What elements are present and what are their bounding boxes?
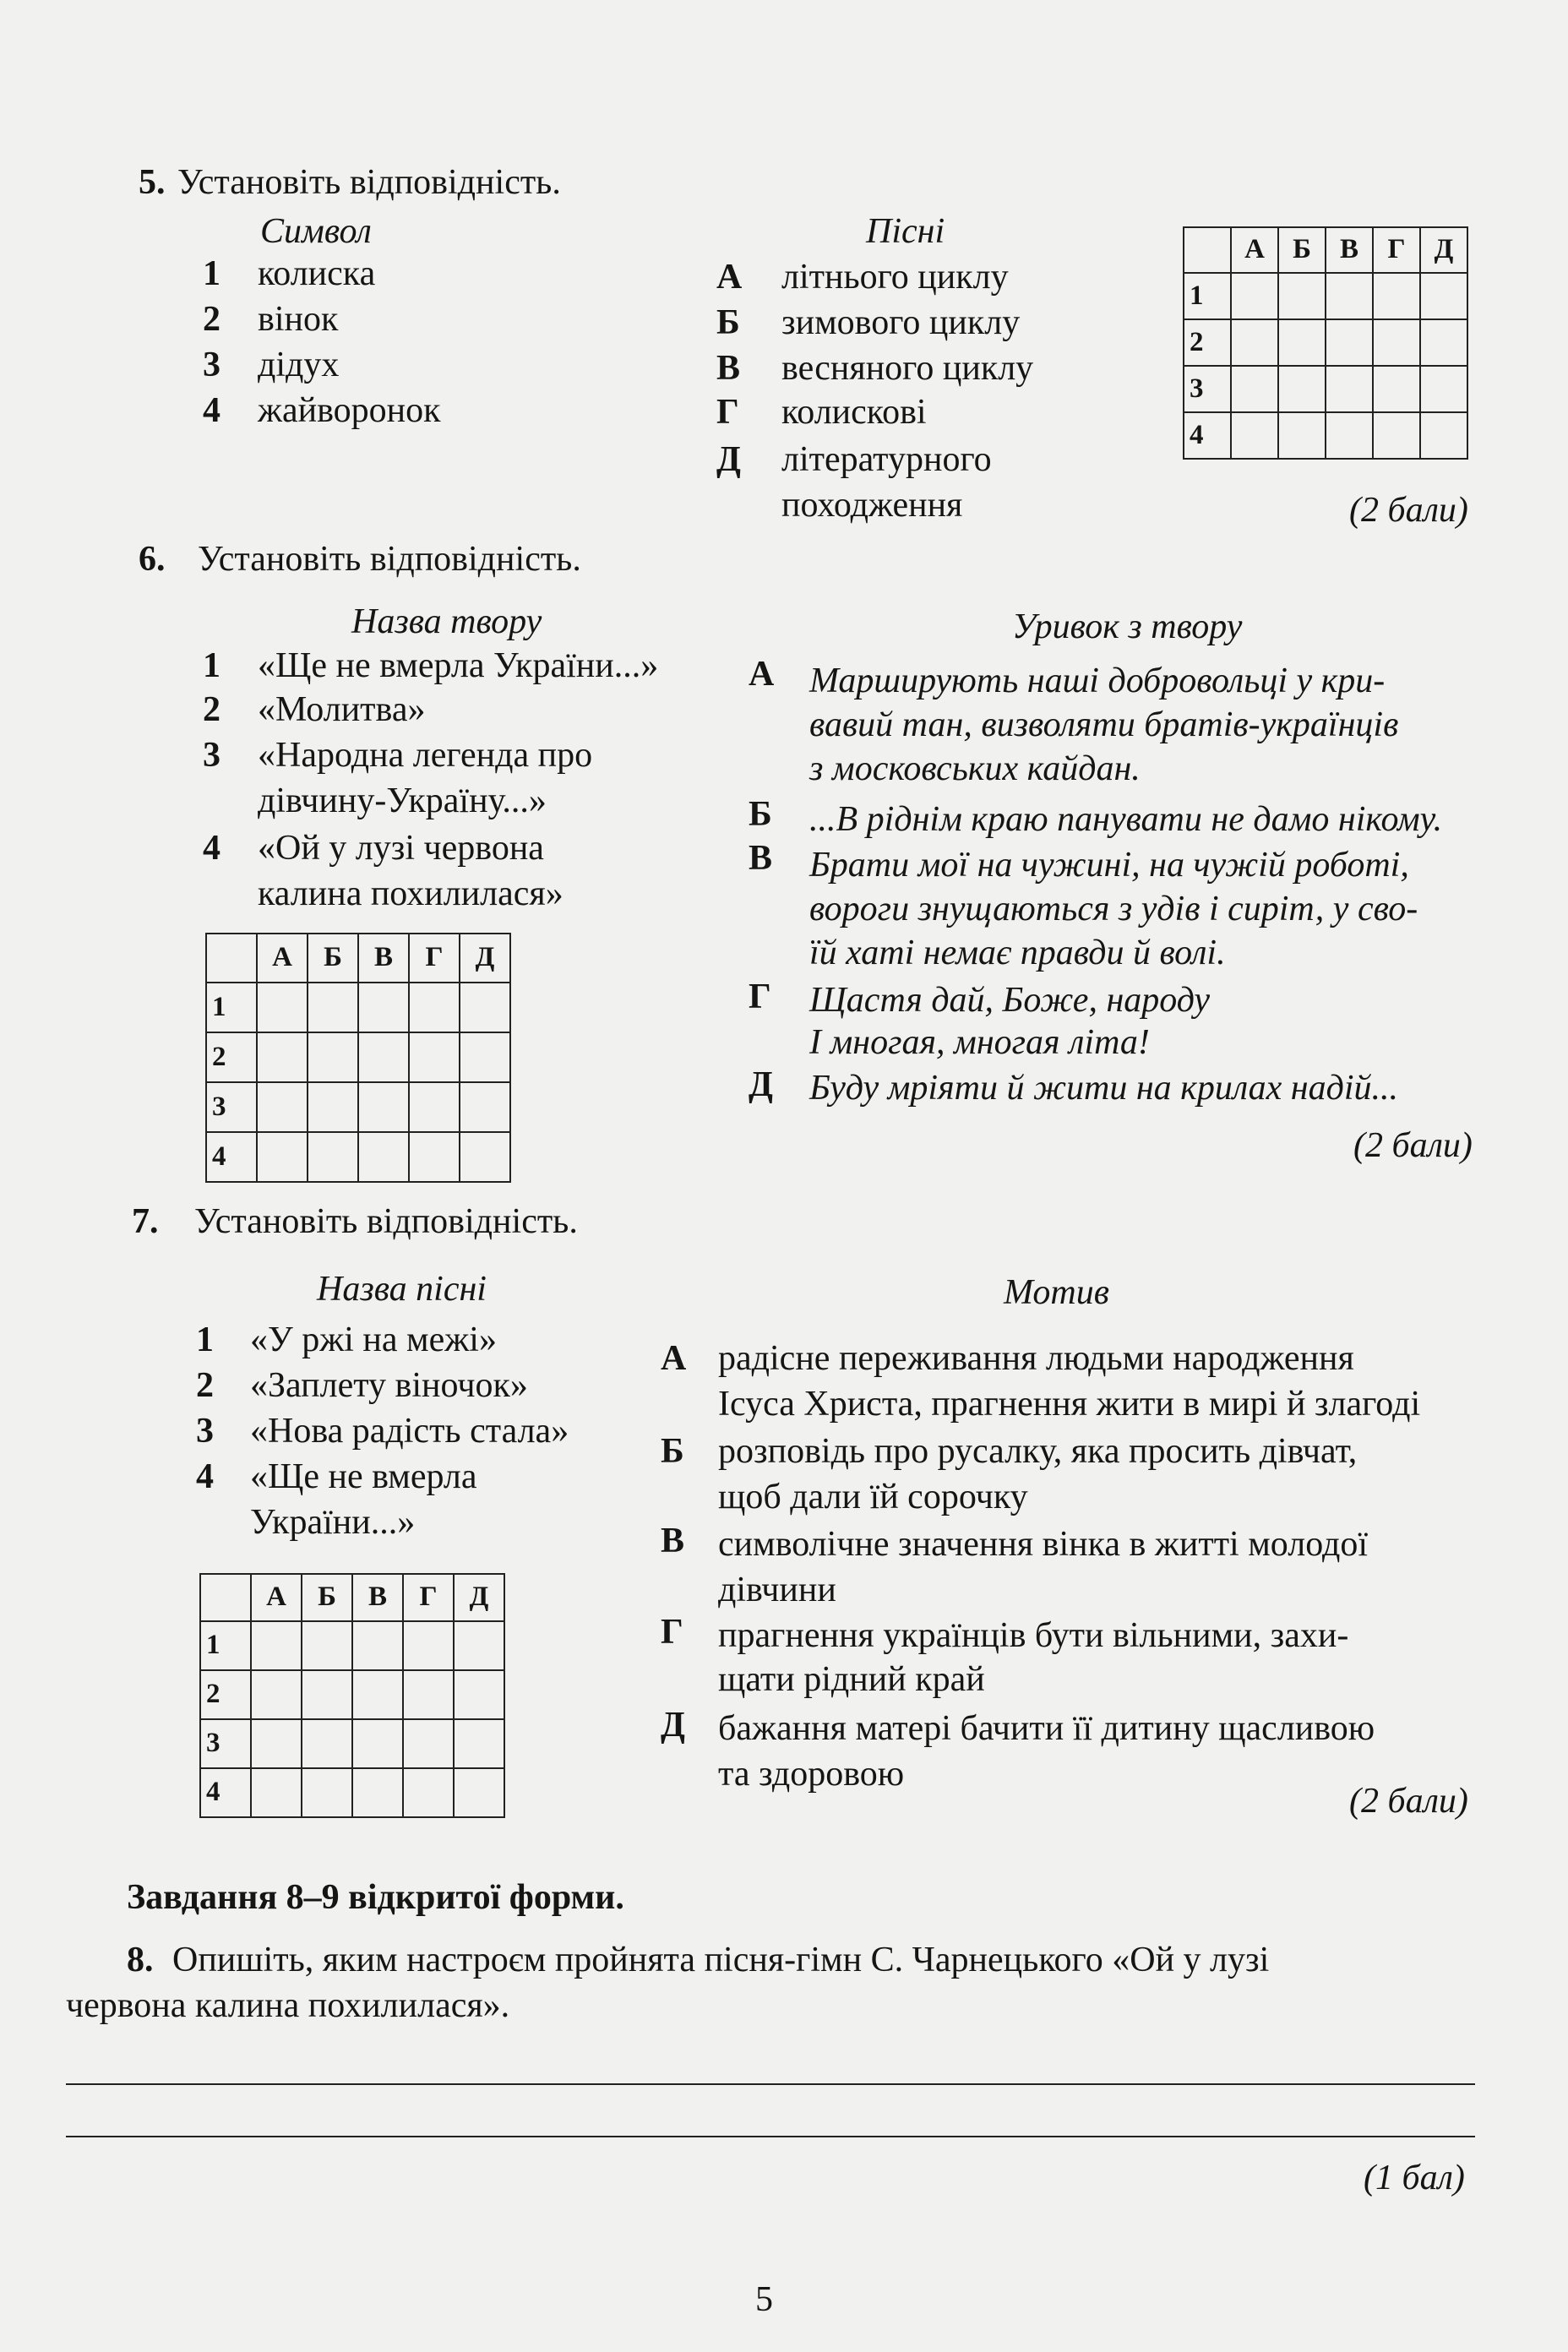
grid-col-a: А [272, 942, 292, 973]
grid-col-d: Д [475, 942, 495, 973]
q6-left-header: Назва твору [351, 602, 542, 641]
answer-cell[interactable] [1231, 319, 1278, 366]
answer-cell[interactable] [454, 1670, 504, 1719]
q7-right-g-line-1: прагнення українців бути вільними, захи- [718, 1616, 1349, 1655]
q7-left-2-num: 2 [196, 1366, 214, 1405]
answer-cell[interactable] [1420, 366, 1467, 412]
answer-cell[interactable] [1420, 412, 1467, 459]
grid-col-g: Г [1387, 234, 1406, 265]
q6-left-4-num: 4 [203, 829, 220, 868]
q5-right-d-text-1: літературного [781, 440, 992, 479]
answer-cell[interactable] [358, 1082, 409, 1132]
answer-cell[interactable] [352, 1719, 403, 1768]
answer-cell[interactable] [460, 1082, 510, 1132]
answer-cell[interactable] [1326, 273, 1373, 319]
answer-cell[interactable] [302, 1768, 352, 1817]
q5-left-1-text: колиска [258, 254, 376, 293]
answer-cell[interactable] [308, 1132, 358, 1182]
q7-right-d-line-1: бажання матері бачити її дитину щасливою [718, 1709, 1375, 1748]
grid-row-2: 2 [206, 1679, 220, 1710]
q6-right-v-letter: В [749, 839, 773, 878]
q7-left-2-text: «Заплету віночок» [250, 1366, 528, 1405]
answer-cell[interactable] [409, 983, 460, 1032]
answer-cell[interactable] [358, 1132, 409, 1182]
q7-right-v-letter: В [661, 1522, 685, 1560]
q6-left-3-text-2: дівчину-Україну...» [258, 781, 547, 820]
answer-cell[interactable] [358, 1032, 409, 1082]
q5-right-a-text: літнього циклу [781, 258, 1009, 297]
q5-left-1-num: 1 [203, 254, 220, 293]
q6-right-g-letter: Г [749, 977, 771, 1016]
answer-cell[interactable] [1231, 273, 1278, 319]
answer-cell[interactable] [1373, 273, 1420, 319]
q6-left-1-num: 1 [203, 646, 220, 685]
grid-row-2: 2 [212, 1041, 226, 1072]
answer-cell[interactable] [352, 1670, 403, 1719]
grid-row-3: 3 [1190, 373, 1204, 404]
grid-row-3: 3 [206, 1728, 220, 1759]
q5-right-header: Пісні [866, 212, 945, 251]
grid-row-3: 3 [212, 1091, 226, 1122]
q6-left-3-num: 3 [203, 736, 220, 775]
q5-right-g-letter: Г [716, 393, 739, 432]
grid-col-d: Д [1434, 234, 1454, 265]
q7-right-b-line-1: розповідь про русалку, яка просить дівчат, [718, 1432, 1358, 1471]
answer-cell[interactable] [358, 983, 409, 1032]
q6-left-4-text-2: калина похилилася» [258, 874, 564, 913]
q7-left-4-num: 4 [196, 1457, 214, 1496]
answer-cell[interactable] [308, 1082, 358, 1132]
q7-right-a-line-2: Ісуса Христа, прагнення жити в мирі й злагоді [718, 1385, 1421, 1424]
grid-col-b: Б [1293, 234, 1311, 265]
q6-right-d-letter: Д [749, 1065, 773, 1104]
q6-left-2-num: 2 [203, 690, 220, 729]
q5-left-header: Символ [260, 212, 372, 251]
grid-col-a: А [266, 1582, 286, 1613]
grid-row-1: 1 [1190, 280, 1204, 311]
q6-right-g-line-2: І многая, многая літа! [809, 1023, 1150, 1062]
q7-right-d-line-2: та здоровою [718, 1755, 905, 1794]
q5-answer-grid [1183, 226, 1468, 460]
q7-left-4-text-1: «Ще не вмерла [250, 1457, 477, 1496]
answer-cell[interactable] [403, 1719, 454, 1768]
grid-row-1: 1 [206, 1630, 220, 1661]
answer-cell[interactable] [409, 1082, 460, 1132]
answer-cell[interactable] [1326, 366, 1373, 412]
answer-cell[interactable] [308, 983, 358, 1032]
answer-cell[interactable] [251, 1719, 302, 1768]
open-tasks-heading: Завдання 8–9 відкритої форми. [127, 1878, 624, 1917]
q7-right-b-letter: Б [661, 1432, 684, 1471]
q5-right-v-letter: В [716, 349, 741, 388]
q7-right-a-letter: А [661, 1339, 687, 1378]
q7-left-1-num: 1 [196, 1320, 214, 1359]
answer-cell[interactable] [1326, 412, 1373, 459]
answer-line-1[interactable] [66, 2083, 1475, 2085]
answer-cell[interactable] [251, 1670, 302, 1719]
q5-left-4-num: 4 [203, 391, 220, 430]
q6-number: 6. [139, 540, 166, 579]
answer-cell[interactable] [251, 1621, 302, 1670]
q6-left-4-text-1: «Ой у лузі червона [258, 829, 544, 868]
answer-cell[interactable] [1278, 412, 1326, 459]
q6-right-d-line-1: Буду мріяти й жити на крилах надій... [809, 1069, 1399, 1108]
q6-left-1-text: «Ще не вмерла України...» [258, 646, 659, 685]
q7-left-3-text: «Нова радість стала» [250, 1412, 569, 1451]
q5-right-a-letter: А [716, 258, 743, 297]
answer-cell[interactable] [460, 983, 510, 1032]
answer-cell[interactable] [1278, 319, 1326, 366]
answer-cell[interactable] [1278, 273, 1326, 319]
q6-right-b-letter: Б [749, 795, 772, 834]
answer-cell[interactable] [1420, 319, 1467, 366]
q7-right-v-line-1: символічне значення вінка в житті молодої [718, 1525, 1369, 1564]
answer-cell[interactable] [257, 983, 308, 1032]
q6-right-a-line-1: Марширують наші добровольці у кри- [809, 662, 1386, 700]
q6-instruction: Установіть відповідність. [198, 540, 581, 579]
q6-left-3-text-1: «Народна легенда про [258, 736, 593, 775]
q5-left-3-num: 3 [203, 346, 220, 384]
q5-right-b-text: зимового циклу [781, 303, 1021, 342]
answer-cell[interactable] [352, 1768, 403, 1817]
grid-row-4: 4 [206, 1777, 220, 1808]
q7-left-4-text-2: України...» [250, 1503, 416, 1542]
q5-right-b-letter: Б [716, 303, 740, 342]
grid-col-v: В [1339, 234, 1358, 265]
q7-right-v-line-2: дівчини [718, 1571, 836, 1609]
answer-cell[interactable] [403, 1768, 454, 1817]
q7-left-header: Назва пісні [317, 1270, 487, 1309]
answer-cell[interactable] [1373, 319, 1420, 366]
grid-col-a: А [1244, 234, 1265, 265]
grid-col-b: Б [318, 1582, 336, 1613]
q6-left-2-text: «Молитва» [258, 690, 426, 729]
q5-left-3-text: дідух [258, 346, 340, 384]
grid-col-v: В [368, 1582, 387, 1613]
answer-cell[interactable] [302, 1670, 352, 1719]
q8-number: 8. [127, 1941, 154, 1979]
answer-line-2[interactable] [66, 2136, 1475, 2137]
q7-right-a-line-1: радісне переживання людьми народження [718, 1339, 1354, 1378]
answer-cell[interactable] [1278, 366, 1326, 412]
answer-cell[interactable] [257, 1032, 308, 1082]
answer-cell[interactable] [454, 1768, 504, 1817]
answer-cell[interactable] [251, 1768, 302, 1817]
answer-cell[interactable] [403, 1621, 454, 1670]
q6-right-a-letter: А [749, 655, 775, 694]
q5-right-d-letter: Д [716, 440, 741, 479]
answer-cell[interactable] [257, 1082, 308, 1132]
q7-right-g-letter: Г [661, 1613, 683, 1652]
q7-points: (2 бали) [1349, 1782, 1468, 1821]
q7-right-b-line-2: щоб дали їй сорочку [718, 1478, 1028, 1516]
answer-cell[interactable] [308, 1032, 358, 1082]
grid-col-d: Д [469, 1582, 489, 1613]
answer-cell[interactable] [1420, 273, 1467, 319]
answer-cell[interactable] [1373, 366, 1420, 412]
q6-points: (2 бали) [1353, 1126, 1473, 1165]
q6-right-header: Уривок з твору [1012, 607, 1243, 646]
q7-answer-grid [199, 1573, 505, 1818]
answer-cell[interactable] [1231, 412, 1278, 459]
q7-number: 7. [132, 1202, 159, 1241]
q7-right-g-line-2: щати рідний край [718, 1660, 985, 1699]
answer-cell[interactable] [1373, 412, 1420, 459]
q5-left-2-num: 2 [203, 300, 220, 339]
q6-right-v-line-2: вороги знущаються з удів і сиріт, у сво- [809, 890, 1418, 928]
q5-right-v-text: весняного циклу [781, 349, 1034, 388]
q7-instruction: Установіть відповідність. [194, 1202, 578, 1241]
q8-text-line-2: червона калина похилилася». [66, 1986, 510, 2025]
q7-right-header: Мотив [1004, 1273, 1109, 1312]
q7-left-3-num: 3 [196, 1412, 214, 1451]
grid-col-g: Г [425, 942, 444, 973]
grid-row-1: 1 [212, 991, 226, 1022]
q6-answer-grid [205, 933, 511, 1183]
answer-cell[interactable] [454, 1719, 504, 1768]
q5-number: 5. [139, 163, 166, 202]
q8-text-line-1: Опишіть, яким настроєм пройнята пісня-гімн С. Чарнецького «Ой у лузі [172, 1941, 1270, 1979]
answer-cell[interactable] [409, 1032, 460, 1082]
answer-cell[interactable] [352, 1621, 403, 1670]
answer-cell[interactable] [403, 1670, 454, 1719]
answer-cell[interactable] [302, 1621, 352, 1670]
answer-cell[interactable] [454, 1621, 504, 1670]
q5-left-2-text: вінок [258, 300, 339, 339]
answer-cell[interactable] [302, 1719, 352, 1768]
answer-cell[interactable] [257, 1132, 308, 1182]
answer-cell[interactable] [460, 1132, 510, 1182]
grid-col-g: Г [419, 1582, 438, 1613]
q6-right-v-line-3: їй хаті немає правди й волі. [809, 934, 1226, 972]
q6-right-a-line-2: вавий тан, визволяти братів-українців [809, 705, 1399, 744]
q5-right-d-text-2: походження [781, 486, 963, 525]
grid-col-v: В [373, 942, 393, 973]
q7-right-d-letter: Д [661, 1706, 685, 1745]
page-number: 5 [755, 2280, 773, 2319]
grid-row-2: 2 [1190, 326, 1204, 357]
q6-right-g-line-1: Щастя дай, Боже, народу [809, 981, 1211, 1020]
q5-instruction: Установіть відповідність. [177, 163, 561, 202]
grid-row-4: 4 [212, 1141, 226, 1172]
q5-left-4-text: жайворонок [258, 391, 441, 430]
q6-right-v-line-1: Брати мої на чужині, на чужій роботі, [809, 846, 1409, 885]
q5-right-g-text: колискові [781, 393, 927, 432]
q7-left-1-text: «У ржі на межі» [250, 1320, 497, 1359]
grid-col-b: Б [324, 942, 342, 973]
q5-points: (2 бали) [1349, 491, 1468, 530]
grid-row-4: 4 [1190, 419, 1204, 450]
q6-right-a-line-3: з московських кайдан. [809, 749, 1141, 788]
answer-cell[interactable] [1326, 319, 1373, 366]
answer-cell[interactable] [1231, 366, 1278, 412]
answer-cell[interactable] [409, 1132, 460, 1182]
q6-right-b-line-1: ...В ріднім краю панувати не дамо нікому. [809, 800, 1443, 839]
q8-points: (1 бал) [1364, 2159, 1465, 2197]
answer-cell[interactable] [460, 1032, 510, 1082]
